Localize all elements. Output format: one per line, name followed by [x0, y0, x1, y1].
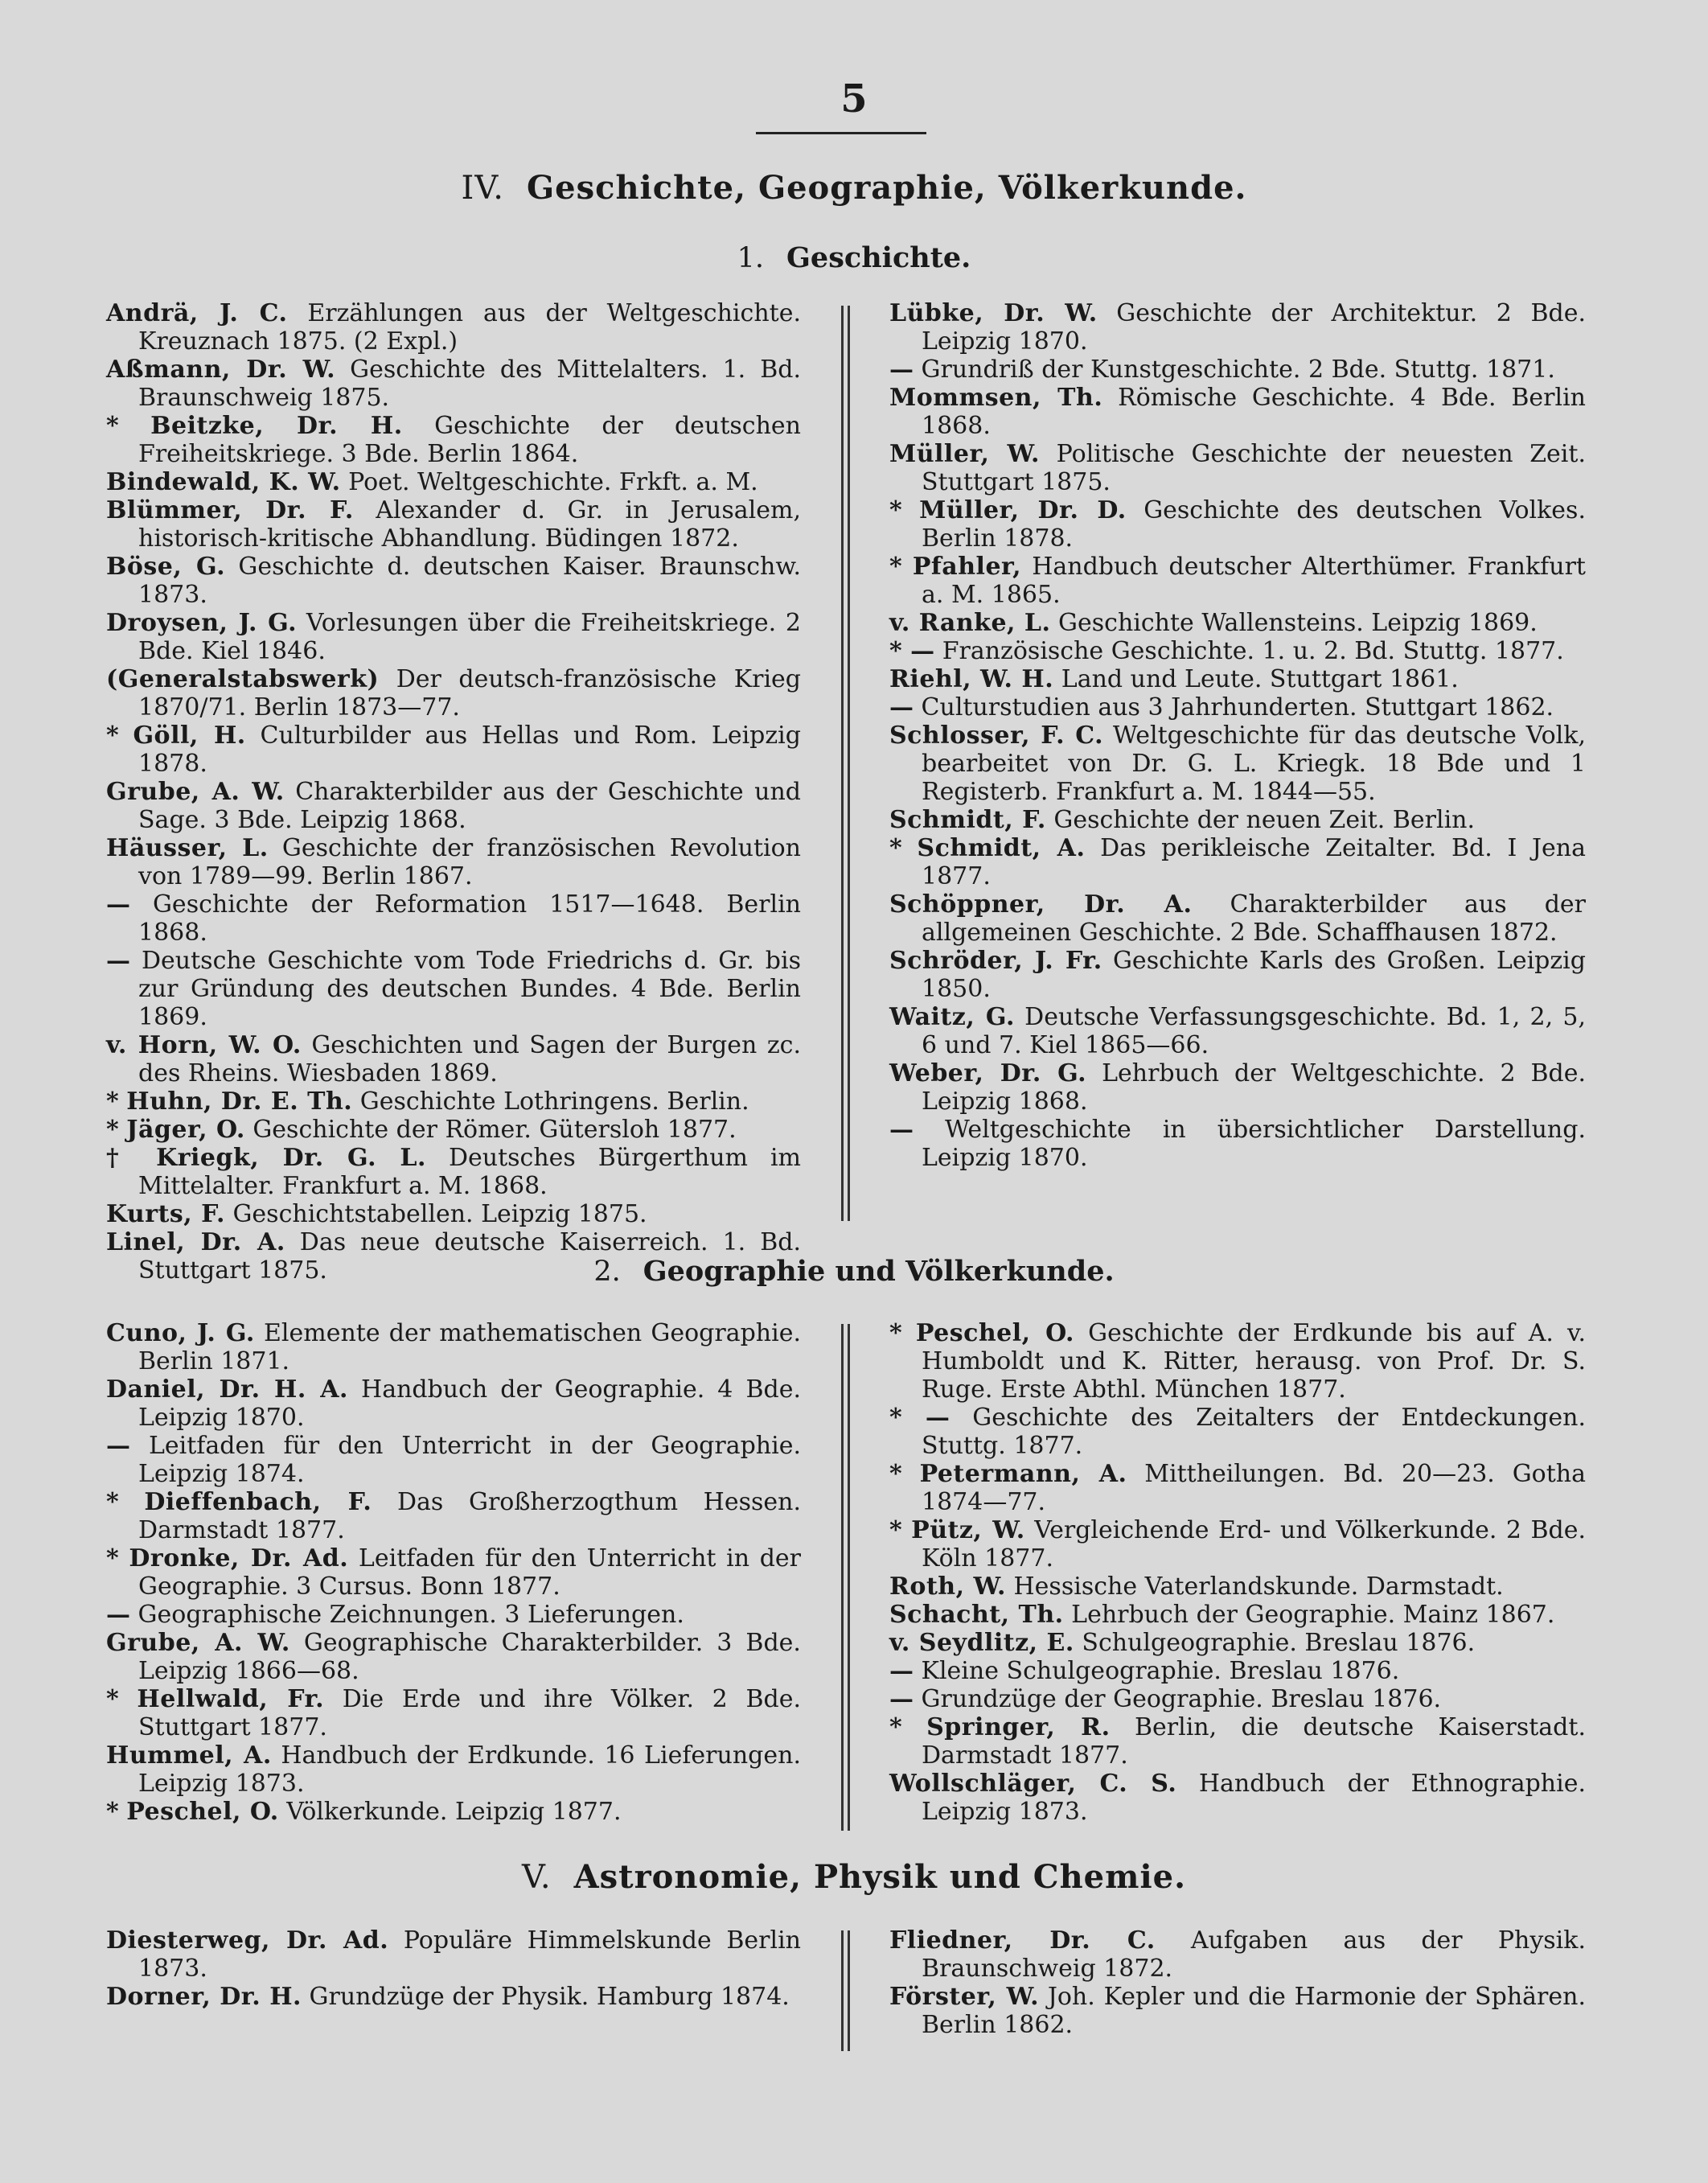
entry-title: Leitfaden für den Unterricht in der Geographie. 3 Cursus. Bonn 1877.: [138, 1544, 802, 1601]
entry-mark: *: [889, 834, 902, 862]
catalog-entry: [889, 834, 1586, 890]
catalog-entry: [106, 1983, 801, 2011]
catalog-entry: [106, 1144, 801, 1200]
entry-title: Deutsches Bürgerthum im Mittelalter. Frankfurt a. M. 1868.: [138, 1144, 801, 1200]
catalog-entry: [106, 553, 801, 609]
section-number: IV.: [461, 170, 504, 207]
entry-title: Vorlesungen über die Freiheitskriege. 2 Bde. Kiel 1846.: [138, 609, 801, 665]
entry-mark: †: [106, 1144, 134, 1172]
entry-title: Grundzüge der Geographie. Breslau 1876.: [921, 1685, 1442, 1713]
entry-title: Leitfaden für den Unterricht in der Geographie. Leipzig 1874.: [138, 1432, 801, 1488]
catalog-entry: [106, 1087, 801, 1116]
entry-mark: *: [106, 1544, 119, 1572]
entry-author: Pütz, W.: [911, 1516, 1025, 1544]
catalog-entry: [889, 1572, 1586, 1601]
catalog-entry: [106, 890, 801, 947]
physics-right-column: [889, 1926, 1586, 2039]
entry-mark: *: [106, 1488, 119, 1516]
entry-title: Erzählungen aus der Weltgeschichte. Kreuznach 1875. (2 Expl.): [138, 299, 801, 356]
entry-title: Alexander d. Gr. in Jerusalem, historisch-kritische Abhandlung. Büdingen 1872.: [138, 496, 801, 553]
catalog-entry: [889, 806, 1586, 834]
entry-title: Geschichte der Erdkunde bis auf A. v. Humboldt und K. Ritter, herausg. von Prof. Dr. S. Ruge. Erste Abthl. München 1877.: [922, 1319, 1586, 1404]
catalog-entry: [106, 778, 801, 834]
entry-author: Hellwald, Fr.: [137, 1685, 325, 1713]
entry-author: Müller, Dr. D.: [919, 496, 1127, 524]
catalog-entry: [106, 1488, 801, 1544]
catalog-entry: [106, 1798, 801, 1826]
entry-mark: *: [106, 1798, 119, 1826]
entry-title: Culturbilder aus Hellas und Rom. Leipzig 1878.: [138, 722, 801, 778]
entry-author: Aßmann, Dr. W.: [106, 356, 336, 384]
entry-author: Schröder, J. Fr.: [889, 947, 1102, 975]
entry-author: Grube, A. W.: [106, 778, 285, 806]
catalog-entry: [889, 1770, 1586, 1826]
catalog-entry: [889, 1516, 1586, 1572]
entry-author: Droysen, J. G.: [106, 609, 298, 637]
geography-left-column: [106, 1319, 801, 1826]
catalog-entry: [106, 1629, 801, 1685]
entry-title: Poet. Weltgeschichte. Frkft. a. M.: [348, 468, 758, 496]
entry-mark: * —: [889, 637, 935, 665]
entry-author: Blümmer, Dr. F.: [106, 496, 354, 524]
entry-author: Göll, H.: [133, 722, 246, 750]
catalog-entry: [106, 665, 801, 722]
catalog-entry: [889, 1629, 1586, 1657]
entry-author: Riehl, W. H.: [889, 665, 1054, 693]
entry-author: v. Horn, W. O.: [106, 1031, 302, 1059]
catalog-entry: [106, 1544, 801, 1601]
entry-title: Geschichte des Mittelalters. 1. Bd. Braunschweig 1875.: [138, 356, 802, 412]
entry-author: (Generalstabswerk): [106, 665, 380, 693]
catalog-entry: [889, 299, 1586, 356]
catalog-entry: [889, 1657, 1586, 1685]
entry-title: Hessische Vaterlandskunde. Darmstadt.: [1013, 1572, 1504, 1601]
entry-title: Geschichte Lothringens. Berlin.: [359, 1087, 749, 1116]
entry-author: Roth, W.: [889, 1572, 1006, 1601]
catalog-entry: [106, 412, 801, 468]
entry-author: Dronke, Dr. Ad.: [129, 1544, 349, 1572]
entry-title: Weltgeschichte für das deutsche Volk, bearbeitet von Dr. G. L. Kriegk. 18 Bde und 1 Registerb. Frankfurt a. M. 1844—55.: [922, 722, 1586, 806]
entry-author: Schmidt, A.: [917, 834, 1086, 862]
catalog-entry: [889, 1404, 1586, 1460]
entry-title: Lehrbuch der Geographie. Mainz 1867.: [1071, 1601, 1555, 1629]
entry-author: Bindewald, K. W.: [106, 468, 341, 496]
entry-title: Geschichtstabellen. Leipzig 1875.: [232, 1200, 647, 1228]
catalog-entry: [889, 1460, 1586, 1516]
entry-title: Geschichte der Römer. Gütersloh 1877.: [253, 1116, 737, 1144]
entry-author: Schlosser, F. C.: [889, 722, 1104, 750]
entry-title: Geschichte des deutschen Volkes. Berlin 1878.: [922, 496, 1586, 553]
subsection-title: Geschichte.: [786, 241, 971, 274]
entry-title: Geschichten und Sagen der Burgen zc. des Rheins. Wiesbaden 1869.: [138, 1031, 801, 1087]
entry-mark: —: [106, 1432, 130, 1460]
entry-title: Geschichte der deutschen Freiheitskriege. 3 Bde. Berlin 1864.: [138, 412, 801, 468]
page-number: 5: [840, 76, 868, 121]
history-left-column: [106, 299, 801, 1285]
geography-right-column: [889, 1319, 1586, 1826]
entry-title: Deutsche Verfassungsgeschichte. Bd. 1, 2, 5, 6 und 7. Kiel 1865—66.: [922, 1003, 1586, 1059]
entry-title: Geschichte Karls des Großen. Leipzig 1850.: [922, 947, 1586, 1003]
physics-left-column: [106, 1926, 801, 2011]
entry-title: Das perikleische Zeitalter. Bd. I Jena 1877.: [922, 834, 1586, 890]
catalog-entry: [889, 553, 1586, 609]
entry-mark: —: [889, 356, 914, 384]
entry-author: Dieffenbach, F.: [144, 1488, 372, 1516]
entry-mark: *: [889, 553, 902, 581]
catalog-entry: [106, 1685, 801, 1741]
catalog-entry: [106, 468, 801, 496]
section-title: Geschichte, Geographie, Völkerkunde.: [526, 169, 1247, 207]
entry-mark: —: [889, 1685, 914, 1713]
catalog-entry: [889, 1003, 1586, 1059]
entry-author: Weber, Dr. G.: [889, 1059, 1087, 1087]
column-divider: [848, 1930, 850, 2051]
entry-author: Andrä, J. C.: [106, 299, 288, 327]
entry-author: Daniel, Dr. H. A.: [106, 1375, 348, 1404]
entry-title: Das neue deutsche Kaiserreich. 1. Bd. Stuttgart 1875.: [138, 1228, 801, 1285]
entry-mark: *: [106, 1087, 119, 1116]
entry-title: Weltgeschichte in übersichtlicher Darstellung. Leipzig 1870.: [922, 1116, 1586, 1172]
entry-author: Dorner, Dr. H.: [106, 1983, 302, 2011]
catalog-entry: [889, 890, 1586, 947]
entry-title: Geographische Charakterbilder. 3 Bde. Leipzig 1866—68.: [138, 1629, 801, 1685]
entry-title: Völkerkunde. Leipzig 1877.: [286, 1798, 622, 1826]
entry-title: Deutsche Geschichte vom Tode Friedrichs d. Gr. bis zur Gründung des deutschen Bundes. 4 Bde. Berlin 1869.: [138, 947, 801, 1031]
entry-mark: *: [889, 1460, 902, 1488]
entry-author: Schacht, Th.: [889, 1601, 1064, 1629]
catalog-entry: [889, 1059, 1586, 1116]
entry-author: Häusser, L.: [106, 834, 269, 862]
entry-title: Vergleichende Erd- und Völkerkunde. 2 Bde. Köln 1877.: [922, 1516, 1586, 1572]
section-heading-v: [0, 1858, 1708, 1896]
catalog-entry: [889, 440, 1586, 496]
entry-title: Das Großherzogthum Hessen. Darmstadt 1877.: [138, 1488, 801, 1544]
catalog-entry: [889, 637, 1586, 665]
catalog-entry: [106, 496, 801, 553]
entry-mark: *: [889, 1516, 902, 1544]
entry-author: Peschel, O.: [915, 1319, 1074, 1347]
entry-title: Grundriß der Kunstgeschichte. 2 Bde. Stuttg. 1871.: [921, 356, 1555, 384]
entry-author: Hummel, A.: [106, 1741, 272, 1770]
entry-mark: —: [106, 947, 130, 975]
entry-title: Die Erde und ihre Völker. 2 Bde. Stuttgart 1877.: [138, 1685, 801, 1741]
subsection-heading-history: [0, 241, 1708, 274]
entry-mark: * —: [889, 1404, 950, 1432]
catalog-entry: [889, 496, 1586, 553]
entry-author: Cuno, J. G.: [106, 1319, 255, 1347]
entry-title: Berlin, die deutsche Kaiserstadt. Darmstadt 1877.: [922, 1713, 1586, 1770]
entry-mark: *: [106, 722, 119, 750]
entry-author: Schöppner, Dr. A.: [889, 890, 1193, 919]
entry-title: Geschichte der neuen Zeit. Berlin.: [1053, 806, 1476, 834]
catalog-entry: [889, 609, 1586, 637]
entry-title: Politische Geschichte der neuesten Zeit. Stuttgart 1875.: [922, 440, 1586, 496]
entry-mark: —: [106, 1601, 130, 1629]
entry-mark: *: [889, 1713, 902, 1741]
column-divider: [841, 1324, 844, 1831]
entry-title: Geschichte der Architektur. 2 Bde. Leipzig 1870.: [922, 299, 1586, 356]
catalog-entry: [889, 947, 1586, 1003]
catalog-entry: [889, 693, 1586, 722]
catalog-entry: [106, 1741, 801, 1798]
entry-author: Mommsen, Th.: [889, 384, 1103, 412]
catalog-entry: [889, 384, 1586, 440]
entry-title: Lehrbuch der Weltgeschichte. 2 Bde. Leipzig 1868.: [922, 1059, 1587, 1116]
catalog-entry: [106, 1200, 801, 1228]
column-divider: [841, 1930, 844, 2051]
entry-title: Geschichte d. deutschen Kaiser. Braunschw. 1873.: [138, 553, 801, 609]
page-number-rule: [756, 132, 926, 134]
catalog-entry: [106, 1031, 801, 1087]
entry-author: Kriegk, Dr. G. L.: [156, 1144, 426, 1172]
catalog-entry: [889, 1116, 1586, 1172]
subsection-title: Geographie und Völkerkunde.: [643, 1255, 1115, 1288]
entry-author: Petermann, A.: [919, 1460, 1127, 1488]
entry-mark: —: [889, 1116, 914, 1144]
entry-title: Römische Geschichte. 4 Bde. Berlin 1868.: [922, 384, 1586, 440]
entry-title: Land und Leute. Stuttgart 1861.: [1061, 665, 1459, 693]
column-divider: [848, 1324, 850, 1831]
entry-mark: —: [889, 693, 914, 722]
catalog-entry: [106, 1601, 801, 1629]
catalog-entry: [106, 947, 801, 1031]
catalog-entry: [106, 1432, 801, 1488]
catalog-entry: [889, 1685, 1586, 1713]
catalog-entry: [889, 356, 1586, 384]
entry-author: Pfahler,: [912, 553, 1022, 581]
entry-title: Charakterbilder aus der allgemeinen Geschichte. 2 Bde. Schaffhausen 1872.: [922, 890, 1586, 947]
catalog-entry: [106, 722, 801, 778]
entry-title: Charakterbilder aus der Geschichte und Sage. 3 Bde. Leipzig 1868.: [138, 778, 801, 834]
catalog-entry: [889, 722, 1586, 806]
entry-title: Handbuch deutscher Alterthümer. Frankfurt a. M. 1865.: [922, 553, 1586, 609]
entry-title: Handbuch der Geographie. 4 Bde. Leipzig 1870.: [138, 1375, 801, 1432]
entry-title: Aufgaben aus der Physik. Braunschweig 1872.: [922, 1926, 1586, 1983]
entry-author: Wollschläger, C. S.: [889, 1770, 1177, 1798]
catalog-entry: [889, 1319, 1586, 1404]
entry-title: Grundzüge der Physik. Hamburg 1874.: [309, 1983, 790, 2011]
catalog-entry: [106, 1926, 801, 1983]
entry-title: Handbuch der Ethnographie. Leipzig 1873.: [922, 1770, 1586, 1826]
entry-mark: *: [106, 412, 119, 440]
entry-title: Geschichte Wallensteins. Leipzig 1869.: [1058, 609, 1538, 637]
catalog-entry: [889, 1601, 1586, 1629]
entry-mark: —: [889, 1657, 914, 1685]
catalog-entry: [106, 1116, 801, 1144]
entry-author: Müller, W.: [889, 440, 1040, 468]
entry-author: Diesterweg, Dr. Ad.: [106, 1926, 389, 1955]
entry-title: Populäre Himmelskunde Berlin 1873.: [138, 1926, 801, 1983]
entry-title: Französische Geschichte. 1. u. 2. Bd. Stuttg. 1877.: [942, 637, 1564, 665]
catalog-entry: [106, 356, 801, 412]
entry-mark: *: [889, 496, 902, 524]
subsection-heading-geography: [0, 1255, 1708, 1288]
entry-author: Schmidt, F.: [889, 806, 1046, 834]
entry-title: Geschichte der Reformation 1517—1648. Berlin 1868.: [138, 890, 801, 947]
entry-mark: —: [106, 890, 130, 919]
entry-title: Geographische Zeichnungen. 3 Lieferungen.: [138, 1601, 684, 1629]
entry-author: Böse, G.: [106, 553, 226, 581]
entry-title: Kleine Schulgeographie. Breslau 1876.: [921, 1657, 1400, 1685]
section-number: V.: [521, 1859, 552, 1896]
entry-author: Fliedner, Dr. C.: [889, 1926, 1156, 1955]
catalog-entry: [889, 665, 1586, 693]
catalog-entry: [889, 1713, 1586, 1770]
entry-author: Kurts, F.: [106, 1200, 225, 1228]
entry-title: Geschichte des Zeitalters der Entdeckungen. Stuttg. 1877.: [922, 1404, 1586, 1460]
catalog-entry: [106, 834, 801, 890]
history-right-column: [889, 299, 1586, 1172]
entry-title: Mittheilungen. Bd. 20—23. Gotha 1874—77.: [922, 1460, 1586, 1516]
entry-author: Linel, Dr. A.: [106, 1228, 285, 1256]
section-title: Astronomie, Physik und Chemie.: [573, 1858, 1187, 1896]
entry-author: Grube, A. W.: [106, 1629, 290, 1657]
entry-author: Waitz, G.: [889, 1003, 1015, 1031]
entry-author: Jäger, O.: [126, 1116, 245, 1144]
entry-title: Schulgeographie. Breslau 1876.: [1082, 1629, 1476, 1657]
entry-title: Handbuch der Erdkunde. 16 Lieferungen. Leipzig 1873.: [138, 1741, 801, 1798]
entry-author: Huhn, Dr. E. Th.: [126, 1087, 353, 1116]
entry-author: Lübke, Dr. W.: [889, 299, 1098, 327]
catalog-entry: [106, 1319, 801, 1375]
column-divider: [848, 306, 850, 1221]
entry-mark: *: [106, 1116, 119, 1144]
entry-title: Elemente der mathematischen Geographie. Berlin 1871.: [138, 1319, 802, 1375]
catalog-entry: [106, 1375, 801, 1432]
entry-author: v. Seydlitz, E.: [889, 1629, 1074, 1657]
entry-mark: *: [106, 1685, 119, 1713]
entry-author: Beitzke, Dr. H.: [150, 412, 403, 440]
entry-author: v. Ranke, L.: [889, 609, 1051, 637]
catalog-entry: [889, 1926, 1586, 1983]
entry-title: Joh. Kepler und die Harmonie der Sphären. Berlin 1862.: [922, 1983, 1586, 2039]
subsection-number: 1.: [737, 242, 765, 274]
catalog-entry: [106, 609, 801, 665]
entry-author: Springer, R.: [926, 1713, 1111, 1741]
section-heading-iv: [0, 169, 1708, 207]
entry-mark: *: [889, 1319, 902, 1347]
subsection-number: 2.: [593, 1256, 621, 1288]
entry-title: Culturstudien aus 3 Jahrhunderten. Stuttgart 1862.: [921, 693, 1554, 722]
catalog-entry: [106, 299, 801, 356]
catalog-entry: [889, 1983, 1586, 2039]
column-divider: [841, 306, 844, 1221]
entry-title: Geschichte der französischen Revolution von 1789—99. Berlin 1867.: [138, 834, 801, 890]
entry-author: Förster, W.: [889, 1983, 1040, 2011]
entry-author: Peschel, O.: [126, 1798, 279, 1826]
entry-title: Der deutsch-französische Krieg 1870/71. Berlin 1873—77.: [138, 665, 801, 722]
